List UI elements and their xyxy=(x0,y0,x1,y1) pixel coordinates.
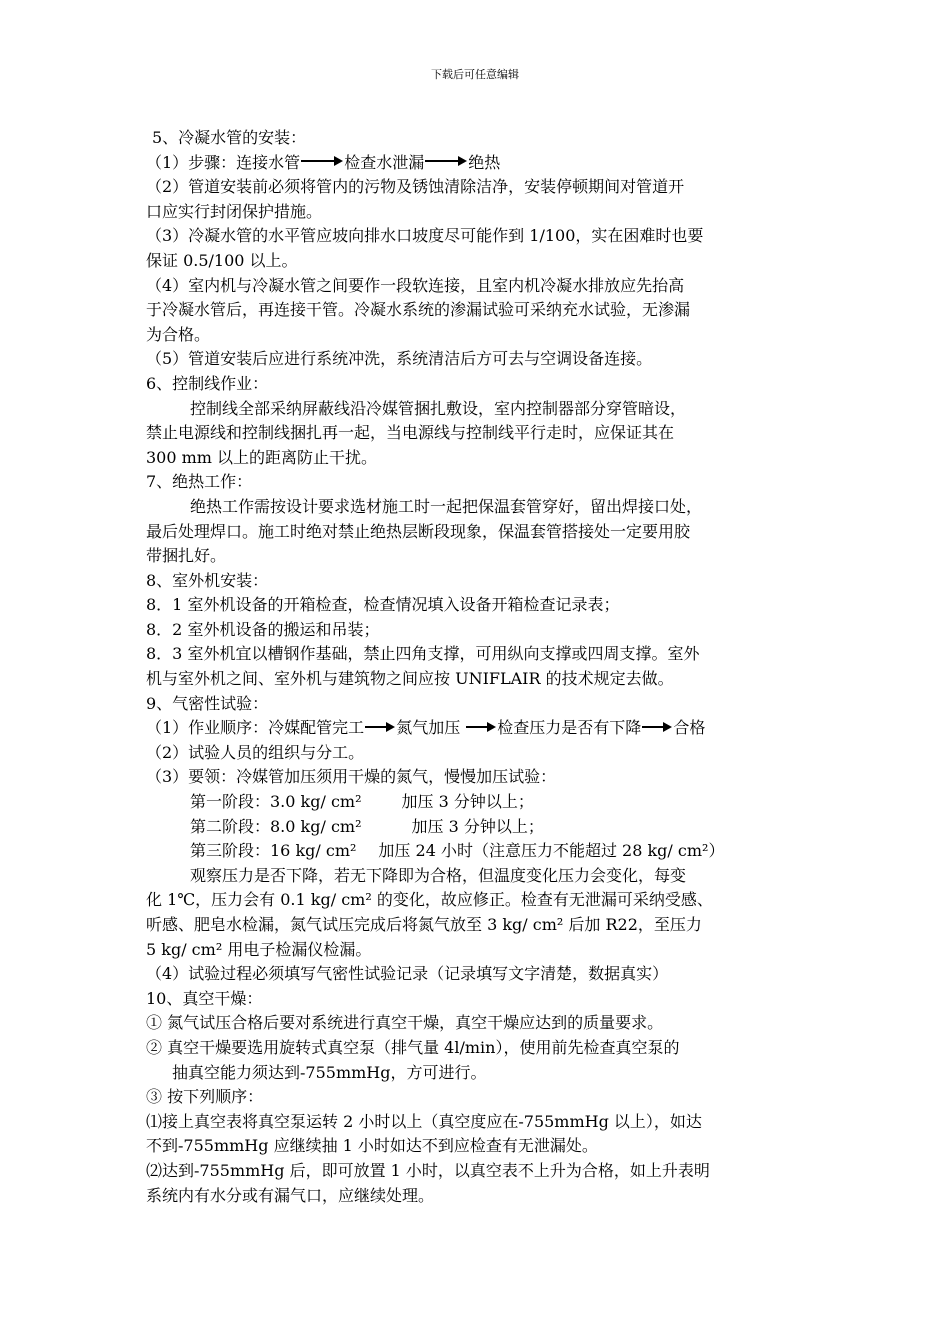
order-step-3: 检查压力是否有下降 xyxy=(497,718,642,738)
section-9-title: 9、气密性试验： xyxy=(146,693,269,713)
arrow-right-icon xyxy=(301,156,343,166)
paragraph-line: （5）管道安装后应进行系统冲洗，系统清洁后方可去与空调设备连接。 xyxy=(146,349,653,369)
pressure-stage-2 xyxy=(146,815,826,840)
stage-pressure: 第一阶段：3.0 kg/ cm² xyxy=(190,792,362,812)
step-check-leak: 检查水泄漏 xyxy=(344,152,425,172)
step-insulate: 绝热 xyxy=(468,152,501,172)
section-10-title: 10、真空干燥： xyxy=(146,988,263,1008)
section-9-order-line xyxy=(146,716,826,741)
paragraph-line: 8．1 室外机设备的开箱检查，检查情况填入设备开箱检查记录表； xyxy=(146,595,620,615)
order-step-1: （1）作业顺序：冷媒配管完工 xyxy=(146,718,365,738)
paragraph-line: 300 mm 以上的距离防止干扰。 xyxy=(146,447,378,467)
section-5-step-line xyxy=(146,151,826,176)
order-step-4: 合格 xyxy=(673,718,706,738)
stage-duration: 加压 3 分钟以上； xyxy=(401,792,534,812)
paragraph-line: 绝热工作需按设计要求选材施工时一起把保温套管穿好，留出焊接口处， xyxy=(190,496,703,516)
paragraph-line: 观察压力是否下降，若无下降即为合格，但温度变化压力会变化，每变 xyxy=(190,865,687,885)
paragraph-line: 最后处理焊口。施工时绝对禁止绝热层断段现象，保温套管搭接处一定要用胶 xyxy=(146,521,691,541)
paragraph-line: （3）冷凝水管的水平管应坡向排水口坡度尽可能作到 1/100，实在困难时也要 xyxy=(146,226,704,246)
paragraph-line: 禁止电源线和控制线捆扎再一起，当电源线与控制线平行走时，应保证其在 xyxy=(146,423,675,443)
section-6-title: 6、控制线作业： xyxy=(146,373,269,393)
stage-pressure: 第二阶段：8.0 kg/ cm² xyxy=(190,816,362,836)
arrow-right-icon xyxy=(365,722,395,732)
paragraph-line: 不到-755mmHg 应继续抽 1 小时如达不到应检查有无泄漏处。 xyxy=(146,1136,598,1156)
paragraph-line: （2）试验人员的组织与分工。 xyxy=(146,742,365,762)
pressure-stage-3 xyxy=(146,839,826,864)
paragraph-line: ② 真空干燥要选用旋转式真空泵（排气量 4l/min），使用前先检查真空泵的 xyxy=(146,1037,680,1057)
page-header: 下载后可任意编辑 xyxy=(431,68,519,81)
paragraph-line: （3）要领：冷媒管加压须用干燥的氮气，慢慢加压试验： xyxy=(146,767,557,787)
paragraph-line: ① 氮气试压合格后要对系统进行真空干燥，真空干燥应达到的质量要求。 xyxy=(146,1013,664,1033)
paragraph-line: 口应实行封闭保护措施。 xyxy=(146,201,323,221)
paragraph-line: 保证 0.5/100 以上。 xyxy=(146,250,298,270)
paragraph-line: 机与室外机之间、室外机与建筑物之间应按 UNIFLAIR 的技术规定去做。 xyxy=(146,669,674,689)
paragraph-line: ⑴接上真空表将真空泵运转 2 小时以上（真空度应在-755mmHg 以上），如达 xyxy=(146,1111,702,1131)
paragraph-line: 带捆扎好。 xyxy=(146,546,227,566)
order-step-2: 氮气加压 xyxy=(396,718,461,738)
arrow-right-icon xyxy=(466,722,496,732)
paragraph-line: 控制线全部采纳屏蔽线沿冷媒管捆扎敷设，室内控制器部分穿管暗设， xyxy=(190,398,687,418)
stage-duration: 加压 24 小时（注意压力不能超过 28 kg/ cm²） xyxy=(378,841,725,861)
paragraph-line: 听感、肥皂水检漏，氮气试压完成后将氮气放至 3 kg/ cm² 后加 R22，至压力 xyxy=(146,915,702,934)
paragraph-line: 化 1℃，压力会有 0.1 kg/ cm² 的变化，故应修正。检查有无泄漏可采纳受感、 xyxy=(146,890,713,910)
paragraph-line: 为合格。 xyxy=(146,324,211,344)
paragraph-line: ③ 按下列顺序： xyxy=(146,1087,264,1107)
section-8-title: 8、室外机安装： xyxy=(146,570,269,590)
section-5-title: 5、冷凝水管的安装： xyxy=(152,128,307,147)
stage-pressure: 第三阶段：16 kg/ cm² xyxy=(190,841,357,861)
paragraph-line: （4）试验过程必须填写气密性试验记录（记录填写文字清楚，数据真实） xyxy=(146,964,669,984)
paragraph-line: 系统内有水分或有漏气口，应继续处理。 xyxy=(146,1185,435,1205)
arrow-right-icon xyxy=(425,156,467,166)
paragraph-line: 抽真空能力须达到-755mmHg，方可进行。 xyxy=(172,1062,487,1082)
step-connect: （1）步骤：连接水管 xyxy=(146,152,301,172)
stage-duration: 加压 3 分钟以上； xyxy=(411,816,544,836)
paragraph-line: 5 kg/ cm² 用电子检漏仪检漏。 xyxy=(146,939,372,959)
paragraph-line: 8．2 室外机设备的搬运和吊装； xyxy=(146,619,380,639)
paragraph-line: ⑵达到-755mmHg 后，即可放置 1 小时，以真空表不上升为合格，如上升表明 xyxy=(146,1160,710,1180)
section-7-title: 7、绝热工作： xyxy=(146,472,253,492)
paragraph-line: 于冷凝水管后，再连接干管。冷凝水系统的渗漏试验可采纳充水试验，无渗漏 xyxy=(146,300,691,320)
paragraph-line: （2）管道安装前必须将管内的污物及锈蚀清除洁净，安装停顿期间对管道开 xyxy=(146,177,685,197)
paragraph-line: 8．3 室外机宜以槽钢作基础，禁止四角支撑，可用纵向支撑或四周支撑。室外 xyxy=(146,644,700,664)
document-body xyxy=(146,126,826,1208)
arrow-right-icon xyxy=(642,722,672,732)
paragraph-line: （4）室内机与冷凝水管之间要作一段软连接，且室内机冷凝水排放应先抬高 xyxy=(146,275,685,295)
pressure-stage-1 xyxy=(146,790,826,815)
